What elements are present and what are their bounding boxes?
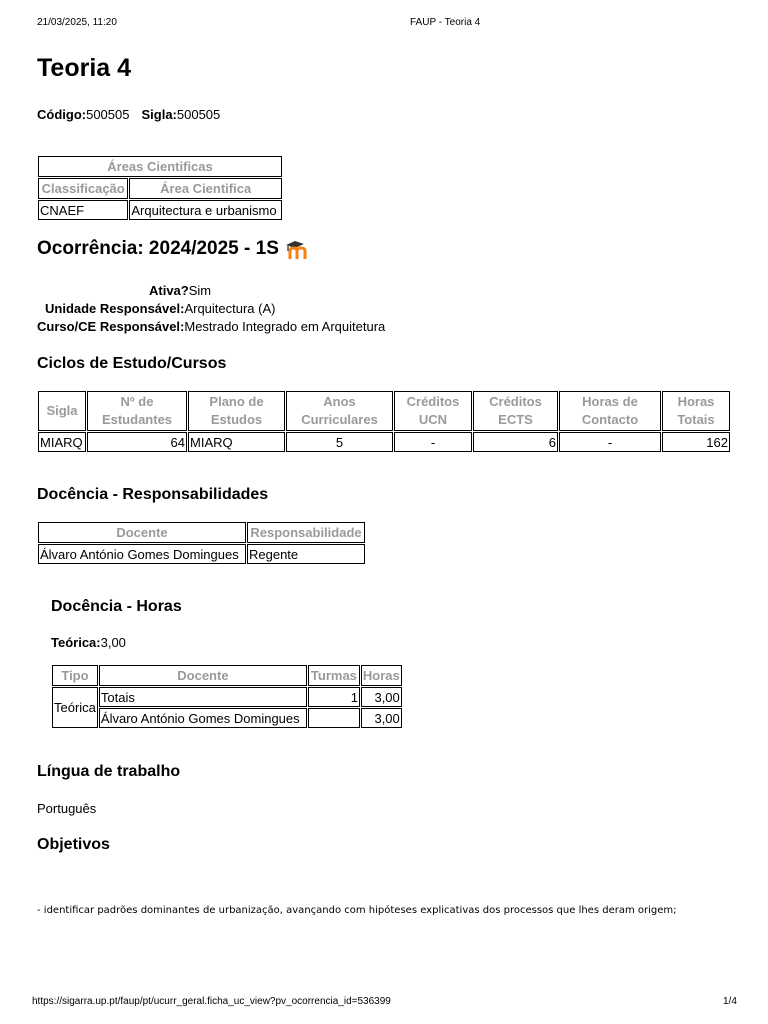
codigo-label: Código: [37, 107, 87, 122]
ativa-label: Ativa? [149, 283, 189, 298]
lingua-value: Português [37, 801, 97, 816]
curso-line [37, 319, 385, 334]
horas-cell-turmas: 1 [308, 687, 360, 707]
ciclos-header-totais: Horas Totais [662, 391, 730, 431]
horas-header-tipo: Tipo [52, 665, 98, 686]
unidade-value: Arquitectura (A) [184, 301, 276, 316]
ciclos-cell-ects: 6 [473, 432, 558, 452]
teorica-value: 3,00 [100, 635, 126, 650]
print-doc-title: FAUP - Teoria 4 [410, 17, 481, 28]
resp-cell-responsabilidade: Regente [247, 544, 365, 564]
codigo-value: 500505 [86, 107, 130, 122]
ciclos-header-anos: Anos Curriculares [286, 391, 393, 431]
horas-cell-horas: 3,00 [361, 708, 402, 728]
ciclos-cell-ucn: - [394, 432, 472, 452]
sigla-value: 500505 [176, 107, 221, 122]
areas-cell-classificacao: CNAEF [38, 200, 128, 220]
responsabilidades-table [37, 521, 366, 565]
page-title: Teoria 4 [37, 54, 132, 82]
ocorrencia-label: Ocorrência: 2024/2025 - 1S [37, 238, 279, 259]
resp-cell-docente: Álvaro António Gomes Domingues [38, 544, 246, 564]
ocorrencia-title [37, 238, 309, 260]
ciclos-title: Ciclos de Estudo/Cursos [37, 355, 227, 372]
horas-title: Docência - Horas [51, 598, 182, 615]
lingua-title: Língua de trabalho [37, 763, 181, 780]
teorica-label: Teórica: [51, 635, 101, 650]
horas-cell-docente: Totais [99, 687, 307, 707]
unidade-line [45, 301, 275, 316]
resp-header-responsabilidade: Responsabilidade [247, 522, 365, 543]
areas-header-area: Área Cientifica [129, 178, 282, 199]
ciclos-header-sigla: Sigla [38, 391, 86, 431]
responsabilidades-title: Docência - Responsabilidades [37, 486, 269, 503]
print-url: https://sigarra.up.pt/faup/pt/ucurr_geral.ficha_uc_view?pv_ocorrencia_id=536399 [32, 996, 391, 1007]
teorica-line [51, 635, 126, 650]
sigla-label: Sigla: [141, 107, 177, 122]
horas-table [51, 664, 403, 729]
horas-header-horas: Horas [361, 665, 402, 686]
ativa-value: Sim [188, 283, 212, 298]
curso-value: Mestrado Integrado em Arquitetura [184, 319, 386, 334]
horas-cell-turmas [308, 708, 360, 728]
unidade-label: Unidade Responsável: [45, 301, 185, 316]
print-datetime: 21/03/2025, 11:20 [37, 17, 117, 28]
ciclos-header-ects: Créditos ECTS [473, 391, 558, 431]
ciclos-cell-sigla: MIARQ [38, 432, 86, 452]
print-page-number: 1/4 [723, 996, 737, 1007]
table-row [38, 544, 365, 564]
table-row [52, 708, 402, 728]
ciclos-cell-anos: 5 [286, 432, 393, 452]
ciclos-cell-contacto: - [559, 432, 661, 452]
horas-cell-tipo: Teórica [52, 687, 98, 728]
areas-cientificas-table [37, 155, 283, 221]
objetivos-text: - identificar padrões dominantes de urbanização, avançando com hipóteses explicativas dos processos que lhes deram origem; [37, 905, 677, 916]
horas-header-docente: Docente [99, 665, 307, 686]
horas-header-turmas: Turmas [308, 665, 360, 686]
ciclos-header-plano: Plano de Estudos [188, 391, 285, 431]
table-row [38, 432, 730, 452]
ciclos-header-contacto: Horas de Contacto [559, 391, 661, 431]
resp-header-docente: Docente [38, 522, 246, 543]
ciclos-table [37, 390, 731, 453]
ciclos-header-ucn: Créditos UCN [394, 391, 472, 431]
ciclos-cell-plano: MIARQ [188, 432, 285, 452]
horas-cell-docente: Álvaro António Gomes Domingues [99, 708, 307, 728]
moodle-icon[interactable] [285, 238, 309, 260]
codes-line [37, 107, 220, 122]
ciclos-header-estudantes: Nº de Estudantes [87, 391, 187, 431]
table-row [38, 200, 282, 220]
objetivos-title: Objetivos [37, 836, 110, 853]
areas-cell-area: Arquitectura e urbanismo [129, 200, 282, 220]
areas-caption: Áreas Cientificas [38, 156, 282, 177]
horas-cell-horas: 3,00 [361, 687, 402, 707]
ciclos-cell-totais: 162 [662, 432, 730, 452]
table-row [52, 687, 402, 707]
ciclos-cell-estudantes: 64 [87, 432, 187, 452]
areas-header-classificacao: Classificação [38, 178, 128, 199]
ativa-line [149, 283, 211, 298]
curso-label: Curso/CE Responsável: [37, 319, 185, 334]
